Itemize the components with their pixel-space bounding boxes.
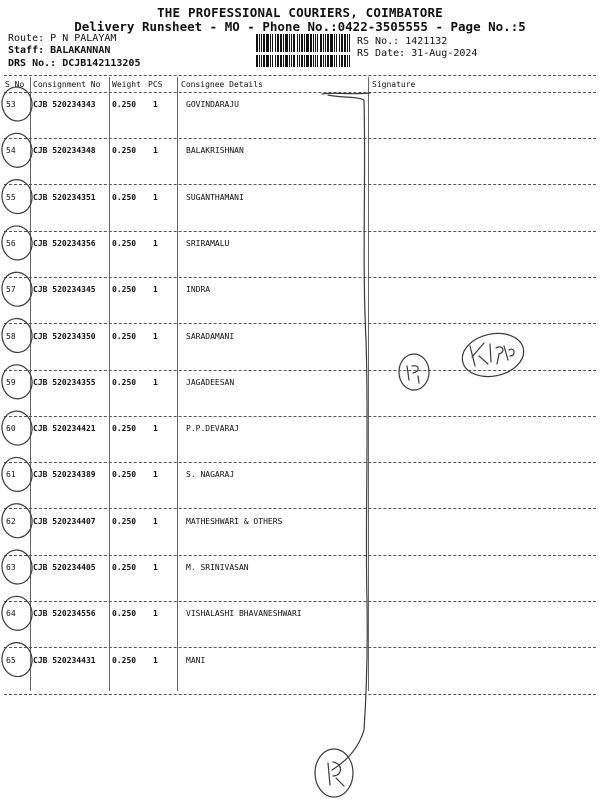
pcs-cell: 1 [153, 146, 158, 156]
consignment-no-cell: CJB 520234343 [33, 100, 96, 109]
pcs-cell: 1 [153, 563, 158, 572]
row-divider [4, 184, 596, 185]
weight-cell: 0.250 [112, 609, 137, 619]
rs-date-label: RS Date: [357, 48, 406, 59]
table-row [0, 193, 600, 239]
row-divider [4, 601, 596, 602]
pcs-cell: 1 [153, 424, 158, 434]
row-divider [4, 462, 596, 463]
sno-cell: 60 [6, 424, 16, 434]
rs-no-value: 1421132 [405, 36, 448, 47]
bottom-sign-circle [315, 749, 353, 797]
staff-line [8, 45, 110, 56]
signature-stroke-top [322, 93, 370, 94]
consignee-cell: BALAKRISHNAN [186, 146, 244, 156]
table-row [0, 656, 600, 702]
col-weight-header: Weight [112, 80, 141, 89]
col-signature-header: Signature [372, 80, 416, 89]
consignment-no-cell: CJB 520234350 [33, 331, 96, 341]
staff-value: BALAKANNAN [50, 45, 111, 56]
consignment-no-cell: CJB 520234348 [33, 146, 96, 156]
pcs-cell: 1 [153, 470, 158, 480]
route-label: Route: [8, 33, 45, 44]
consignment-no-cell: CJB 520234389 [33, 470, 96, 480]
consignee-cell: M. SRINIVASAN [186, 563, 249, 572]
row-divider [4, 138, 596, 139]
consignment-no-cell: CJB 520234356 [33, 238, 96, 248]
row-divider [4, 694, 596, 695]
weight-cell: 0.250 [112, 331, 137, 341]
barcode-image [256, 34, 350, 52]
weight-cell: 0.250 [112, 238, 137, 248]
sno-cell: 63 [6, 563, 16, 572]
consignee-cell: S. NAGARAJ [186, 470, 235, 480]
pcs-cell: 1 [153, 285, 158, 295]
consignee-cell: MANI [186, 655, 206, 665]
pcs-cell: 1 [153, 331, 158, 341]
consignment-no-cell: CJB 520234355 [33, 377, 96, 387]
row-divider [4, 277, 596, 278]
row-divider [4, 647, 596, 648]
pcs-cell: 1 [153, 377, 158, 387]
signature-box[interactable] [372, 656, 592, 692]
signature-box[interactable] [372, 378, 592, 414]
consignee-cell: INDRA [186, 285, 211, 295]
consignee-cell: SRIRAMALU [186, 238, 230, 248]
drs-value: DCJB142113205 [62, 58, 141, 69]
sno-cell: 56 [6, 238, 16, 248]
consignee-cell: MATHESHWARI & OTHERS [186, 516, 283, 526]
col-pcs-header: PCS [148, 80, 163, 89]
weight-cell: 0.250 [112, 192, 137, 202]
drs-label: DRS No.: [8, 58, 57, 69]
table-row [0, 239, 600, 285]
weight-cell: 0.250 [112, 470, 137, 480]
table-row [0, 424, 600, 470]
col-consignment-header: Consignment No [33, 80, 101, 89]
consignment-no-cell: CJB 520234351 [33, 192, 96, 202]
consignment-no-cell: CJB 520234407 [33, 516, 96, 526]
sno-cell: 65 [6, 655, 16, 665]
table-row [0, 517, 600, 563]
row-divider [4, 231, 596, 232]
signature-box[interactable] [372, 563, 592, 599]
sno-cell: 62 [6, 516, 16, 526]
signature-box[interactable] [372, 517, 592, 553]
sno-cell: 58 [6, 331, 16, 341]
signature-box[interactable] [372, 285, 592, 321]
rs-no-label: RS No.: [357, 36, 400, 47]
weight-cell: 0.250 [112, 377, 137, 387]
signature-box[interactable] [372, 470, 592, 506]
signature-box[interactable] [372, 239, 592, 275]
pcs-cell: 1 [153, 609, 158, 619]
staff-label: Staff: [8, 45, 45, 56]
barcode-image-lower [256, 55, 350, 67]
company-title: THE PROFESSIONAL COURIERS, COIMBATORE [157, 5, 443, 20]
table-row [0, 332, 600, 378]
table-row [0, 609, 600, 655]
consignment-no-cell: CJB 520234405 [33, 563, 96, 572]
sno-cell: 53 [6, 100, 16, 109]
weight-cell: 0.250 [112, 285, 137, 295]
sno-cell: 57 [6, 285, 16, 295]
signature-box[interactable] [372, 424, 592, 460]
weight-cell: 0.250 [112, 100, 137, 109]
weight-cell: 0.250 [112, 516, 137, 526]
weight-cell: 0.250 [112, 424, 137, 434]
pcs-cell: 1 [153, 100, 158, 109]
table-row [0, 378, 600, 424]
weight-cell: 0.250 [112, 146, 137, 156]
drs-line [8, 58, 140, 69]
rs-date-line [357, 48, 477, 59]
consignment-no-cell: CJB 520234556 [33, 609, 96, 619]
weight-cell: 0.250 [112, 563, 137, 572]
rs-date-value: 31-Aug-2024 [411, 48, 478, 59]
sno-cell: 54 [6, 146, 16, 156]
sno-cell: 64 [6, 609, 16, 619]
route-value: P N PALAYAM [50, 33, 117, 44]
row-divider [4, 370, 596, 371]
table-row [0, 470, 600, 516]
header-top-rule [4, 75, 596, 76]
consignment-no-cell: CJB 520234431 [33, 655, 96, 665]
runsheet-subtitle: Delivery Runsheet - MO - Phone No.:0422-3505555 - Page No.:5 [74, 19, 526, 34]
consignee-cell: GOVINDARAJU [186, 100, 239, 109]
signature-box[interactable] [372, 609, 592, 645]
table-row [0, 285, 600, 331]
sno-cell: 55 [6, 192, 16, 202]
row-divider [4, 416, 596, 417]
consignee-cell: VISHALASHI BHAVANESHWARI [186, 609, 302, 619]
pcs-cell: 1 [153, 238, 158, 248]
col-consignee-header: Consignee Details [181, 80, 263, 89]
signature-box[interactable] [372, 193, 592, 229]
route-line [8, 33, 116, 44]
row-divider [4, 508, 596, 509]
weight-cell: 0.250 [112, 655, 137, 665]
pcs-cell: 1 [153, 516, 158, 526]
header-bottom-rule [4, 92, 596, 93]
signature-box[interactable] [372, 100, 592, 136]
consignment-no-cell: CJB 520234345 [33, 285, 96, 295]
consignee-cell: JAGADEESAN [186, 377, 235, 387]
pcs-cell: 1 [153, 192, 158, 202]
row-divider [4, 323, 596, 324]
pcs-cell: 1 [153, 655, 158, 665]
sno-cell: 61 [6, 470, 16, 480]
table-row [0, 563, 600, 609]
consignment-no-cell: CJB 520234421 [33, 424, 96, 434]
consignee-cell: P.P.DEVARAJ [186, 424, 239, 434]
signature-box[interactable] [372, 332, 592, 368]
sno-cell: 59 [6, 377, 16, 387]
consignee-cell: SUGANTHAMANI [186, 192, 244, 202]
signature-box[interactable] [372, 146, 592, 182]
consignee-cell: SARADAMANI [186, 331, 235, 341]
table-row [0, 146, 600, 192]
bottom-sign-mark [328, 762, 344, 786]
col-sno-header: S No [5, 80, 25, 89]
rs-no-line [357, 36, 447, 47]
table-row [0, 100, 600, 146]
row-divider [4, 555, 596, 556]
